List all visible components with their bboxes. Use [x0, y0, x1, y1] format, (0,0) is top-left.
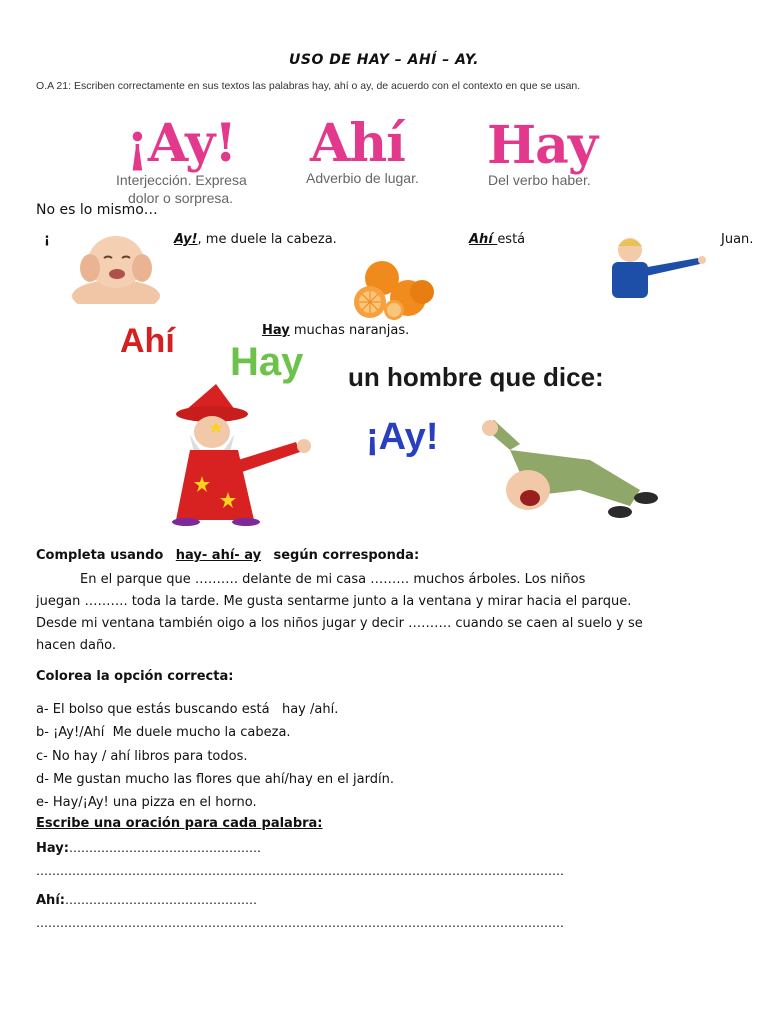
pointing-boy-illustration	[606, 234, 710, 298]
fill-in-line-3: Desde mi ventana también oigo a los niños jugar y decir ………. cuando se caen al suelo y se	[36, 616, 643, 631]
complete-words: hay- ahí- ay	[175, 548, 262, 563]
word-ay-desc-2: dolor o sorpresa.	[128, 190, 234, 206]
option-c: c- No hay / ahí libros para todos.	[36, 748, 248, 764]
man-in-pain-illustration	[470, 420, 660, 524]
word-ahi-desc: Adverbio de lugar.	[306, 170, 419, 186]
escribe-heading: Escribe una oración para cada palabra:	[36, 816, 323, 831]
example-ay-rest: , me duele la cabeza.	[197, 232, 337, 247]
option-b: b- ¡Ay!/Ahí Me duele mucho la cabeza.	[36, 725, 291, 741]
word-ay: ¡Ay!	[126, 113, 237, 174]
fill-in-line-4: hacen daño.	[36, 638, 117, 653]
fill-in-line-1: En el parque que ………. delante de mi casa ……… muchos árboles. Los niños	[80, 572, 586, 587]
example-ahi	[469, 232, 525, 247]
cartoon-ay: ¡Ay!	[366, 416, 439, 458]
escribe-ahi-line[interactable]: ……………………………………………………………………………………………………………………	[36, 916, 564, 930]
oranges-illustration	[352, 258, 436, 322]
example-ahi-rest: está	[497, 232, 526, 247]
complete-heading	[36, 548, 419, 563]
wizard-illustration	[146, 380, 326, 526]
crying-baby-illustration	[70, 228, 162, 304]
option-e: e- Hay/¡Ay! una pizza en el horno.	[36, 795, 257, 811]
escribe-hay-label: Hay:	[36, 841, 69, 856]
word-hay: Hay	[487, 115, 598, 176]
option-a: a- El bolso que estás buscando está hay /ahí.	[36, 702, 339, 717]
example-hay-word: Hay	[262, 323, 290, 338]
escribe-hay-line[interactable]: ……………………………………………………………………………………………………………………	[36, 864, 564, 878]
example-ay-word: Ay!	[174, 232, 198, 247]
fill-in-line-2: juegan ………. toda la tarde. Me gusta sentarme junto a la ventana y mirar hacia el parque.	[36, 594, 632, 609]
option-d: d- Me gustan mucho las flores que ahí/hay en el jardín.	[36, 771, 394, 787]
cartoon-ahi: Ahí	[120, 322, 175, 360]
escribe-ahi-row	[36, 893, 257, 908]
example-juan: Juan.	[721, 232, 754, 247]
example-ay	[174, 232, 337, 247]
ay-open-mark: ¡	[44, 232, 50, 247]
escribe-hay-dots[interactable]: …………………………………………	[68, 841, 261, 855]
colorea-heading: Colorea la opción correcta:	[36, 669, 234, 684]
cartoon-hombre: un hombre que dice:	[348, 362, 604, 392]
escribe-ahi-label: Ahí:	[36, 893, 65, 908]
example-hay-rest: muchas naranjas.	[289, 323, 410, 338]
escribe-ahi-dots[interactable]: …………………………………………	[64, 893, 257, 907]
example-ahi-word: Ahí	[469, 232, 498, 247]
word-ahi: Ahí	[310, 113, 405, 174]
fill-in-paragraph	[36, 569, 740, 657]
complete-label: Completa usando	[36, 548, 164, 563]
page-title: USO DE HAY – AHÍ – AY.	[289, 52, 479, 68]
complete-rest: según corresponda:	[273, 548, 420, 563]
word-ay-desc-1: Interjección. Expresa	[116, 172, 247, 188]
example-hay	[262, 323, 409, 338]
colorea-options	[36, 698, 394, 814]
escribe-hay-row	[36, 841, 261, 856]
learning-objective: O.A 21: Escriben correctamente en sus textos las palabras hay, ahí o ay, de acuerdo con el contexto en que se usan.	[36, 80, 581, 92]
cartoon-hay: Hay	[230, 340, 304, 384]
no-es-lo-mismo: No es lo mismo…	[36, 202, 158, 218]
word-hay-desc: Del verbo haber.	[488, 172, 591, 188]
